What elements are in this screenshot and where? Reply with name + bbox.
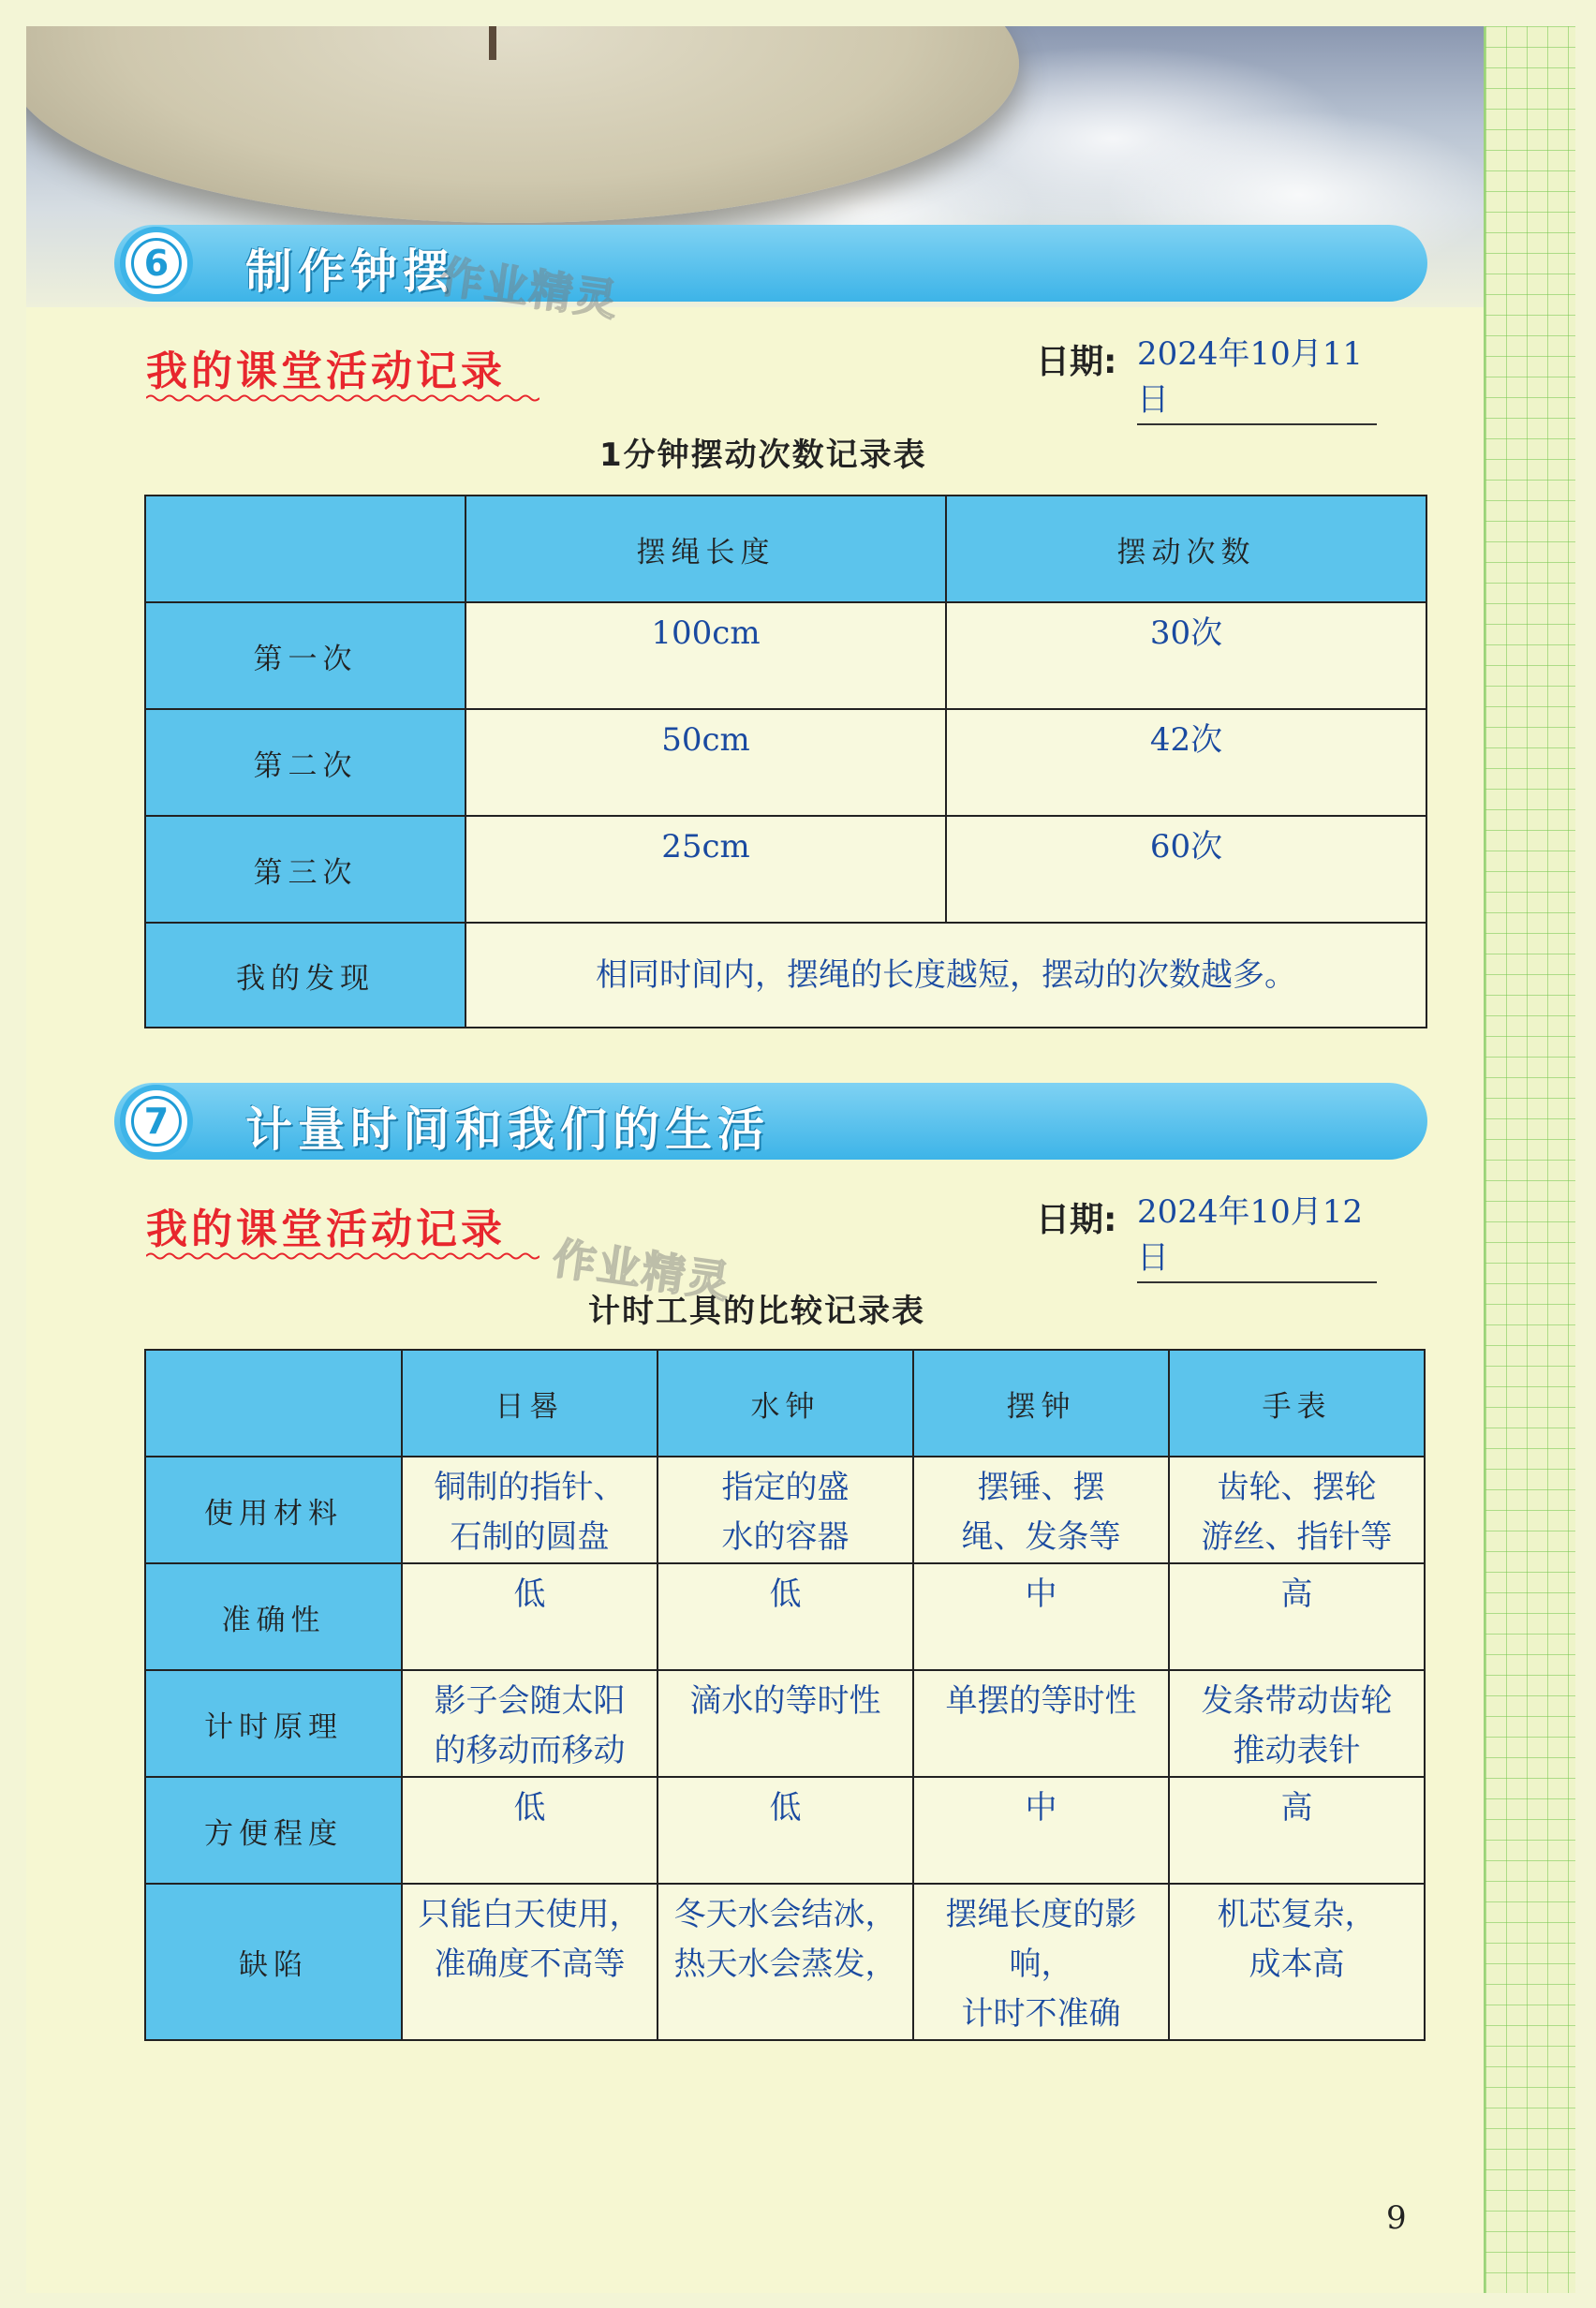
table-header-blank [145,1350,402,1457]
table-row [145,816,1426,923]
row-label: 方便程度 [145,1777,402,1884]
length-cell: 25cm [466,816,946,923]
pendulum-record-table [144,495,1427,1028]
timing-tools-comparison-table [144,1349,1426,2041]
comparison-cell: 摆锤、摆 绳、发条等 [913,1457,1169,1563]
comparison-cell: 低 [402,1777,658,1884]
comparison-cell: 低 [402,1563,658,1670]
table-row [145,709,1426,816]
section-7-date-label: 日期: [1036,1201,1117,1239]
comparison-cell: 滴水的等时性 [658,1670,913,1777]
section-7-title: 计量时间和我们的生活 [245,1102,770,1157]
row-label: 第三次 [145,816,466,923]
section-7-number-badge: 7 [120,1085,193,1158]
section-6-date-value: 2024年10月11日 [1137,328,1377,425]
length-cell: 50cm [466,709,946,816]
comparison-cell: 指定的盛 水的容器 [658,1457,913,1563]
comparison-cell: 铜制的指针、 石制的圆盘 [402,1457,658,1563]
grid-margin-strip [1484,26,1575,2293]
comparison-cell: 高 [1169,1777,1425,1884]
finding-label: 我的发现 [145,923,466,1028]
count-cell: 42次 [946,709,1426,816]
comparison-cell: 摆绳长度的影响， 计时不准确 [913,1884,1169,2040]
comparison-cell: 中 [913,1777,1169,1884]
table-row [145,602,1426,709]
row-label: 计时原理 [145,1670,402,1777]
row-label: 准确性 [145,1563,402,1670]
table-header-length: 摆绳长度 [466,496,946,602]
page-number: 9 [1386,2199,1407,2237]
count-cell: 60次 [946,816,1426,923]
section-6-title: 制作钟摆 [245,244,455,299]
section-6-date-label: 日期: [1036,343,1117,381]
wavy-underline [146,1251,539,1261]
watermark: 作业精灵 [436,250,623,327]
section-6-activity-title: 我的课堂活动记录 [146,348,506,395]
finding-row [145,923,1426,1028]
table-row [145,1563,1425,1670]
table-row [145,1777,1425,1884]
table-header-watch: 手表 [1169,1350,1425,1457]
comparison-cell: 冬天水会结冰， 热天水会蒸发， [658,1884,913,2040]
table-row [145,1884,1425,2040]
comparison-cell: 影子会随太阳 的移动而移动 [402,1670,658,1777]
section-7-table-caption: 计时工具的比较记录表 [588,1293,925,1330]
section-6-number-badge: 6 [120,227,193,300]
section-7-date-value: 2024年10月12日 [1137,1186,1377,1283]
comparison-cell: 只能白天使用， 准确度不高等 [402,1884,658,2040]
finding-value: 相同时间内，摆绳的长度越短，摆动的次数越多。 [466,923,1426,1028]
row-label: 使用材料 [145,1457,402,1563]
count-cell: 30次 [946,602,1426,709]
row-label: 缺陷 [145,1884,402,2040]
comparison-cell: 低 [658,1777,913,1884]
row-label: 第二次 [145,709,466,816]
table-header-blank [145,496,466,602]
comparison-cell: 齿轮、摆轮 游丝、指针等 [1169,1457,1425,1563]
table-row [145,1670,1425,1777]
table-header-water-clock: 水钟 [658,1350,913,1457]
table-row [145,1457,1425,1563]
table-header-pendulum-clock: 摆钟 [913,1350,1169,1457]
comparison-cell: 单摆的等时性 [913,1670,1169,1777]
table-header-sundial: 日晷 [402,1350,658,1457]
comparison-cell: 发条带动齿轮 推动表针 [1169,1670,1425,1777]
comparison-cell: 机芯复杂， 成本高 [1169,1884,1425,2040]
length-cell: 100cm [466,602,946,709]
watermark: 作业精灵 [549,1232,735,1309]
comparison-cell: 低 [658,1563,913,1670]
section-7-activity-title: 我的课堂活动记录 [146,1206,506,1253]
comparison-cell: 高 [1169,1563,1425,1670]
row-label: 第一次 [145,602,466,709]
comparison-cell: 中 [913,1563,1169,1670]
section-6-table-caption: 1分钟摆动次数记录表 [599,436,927,474]
wavy-underline [146,393,539,403]
table-header-count: 摆动次数 [946,496,1426,602]
